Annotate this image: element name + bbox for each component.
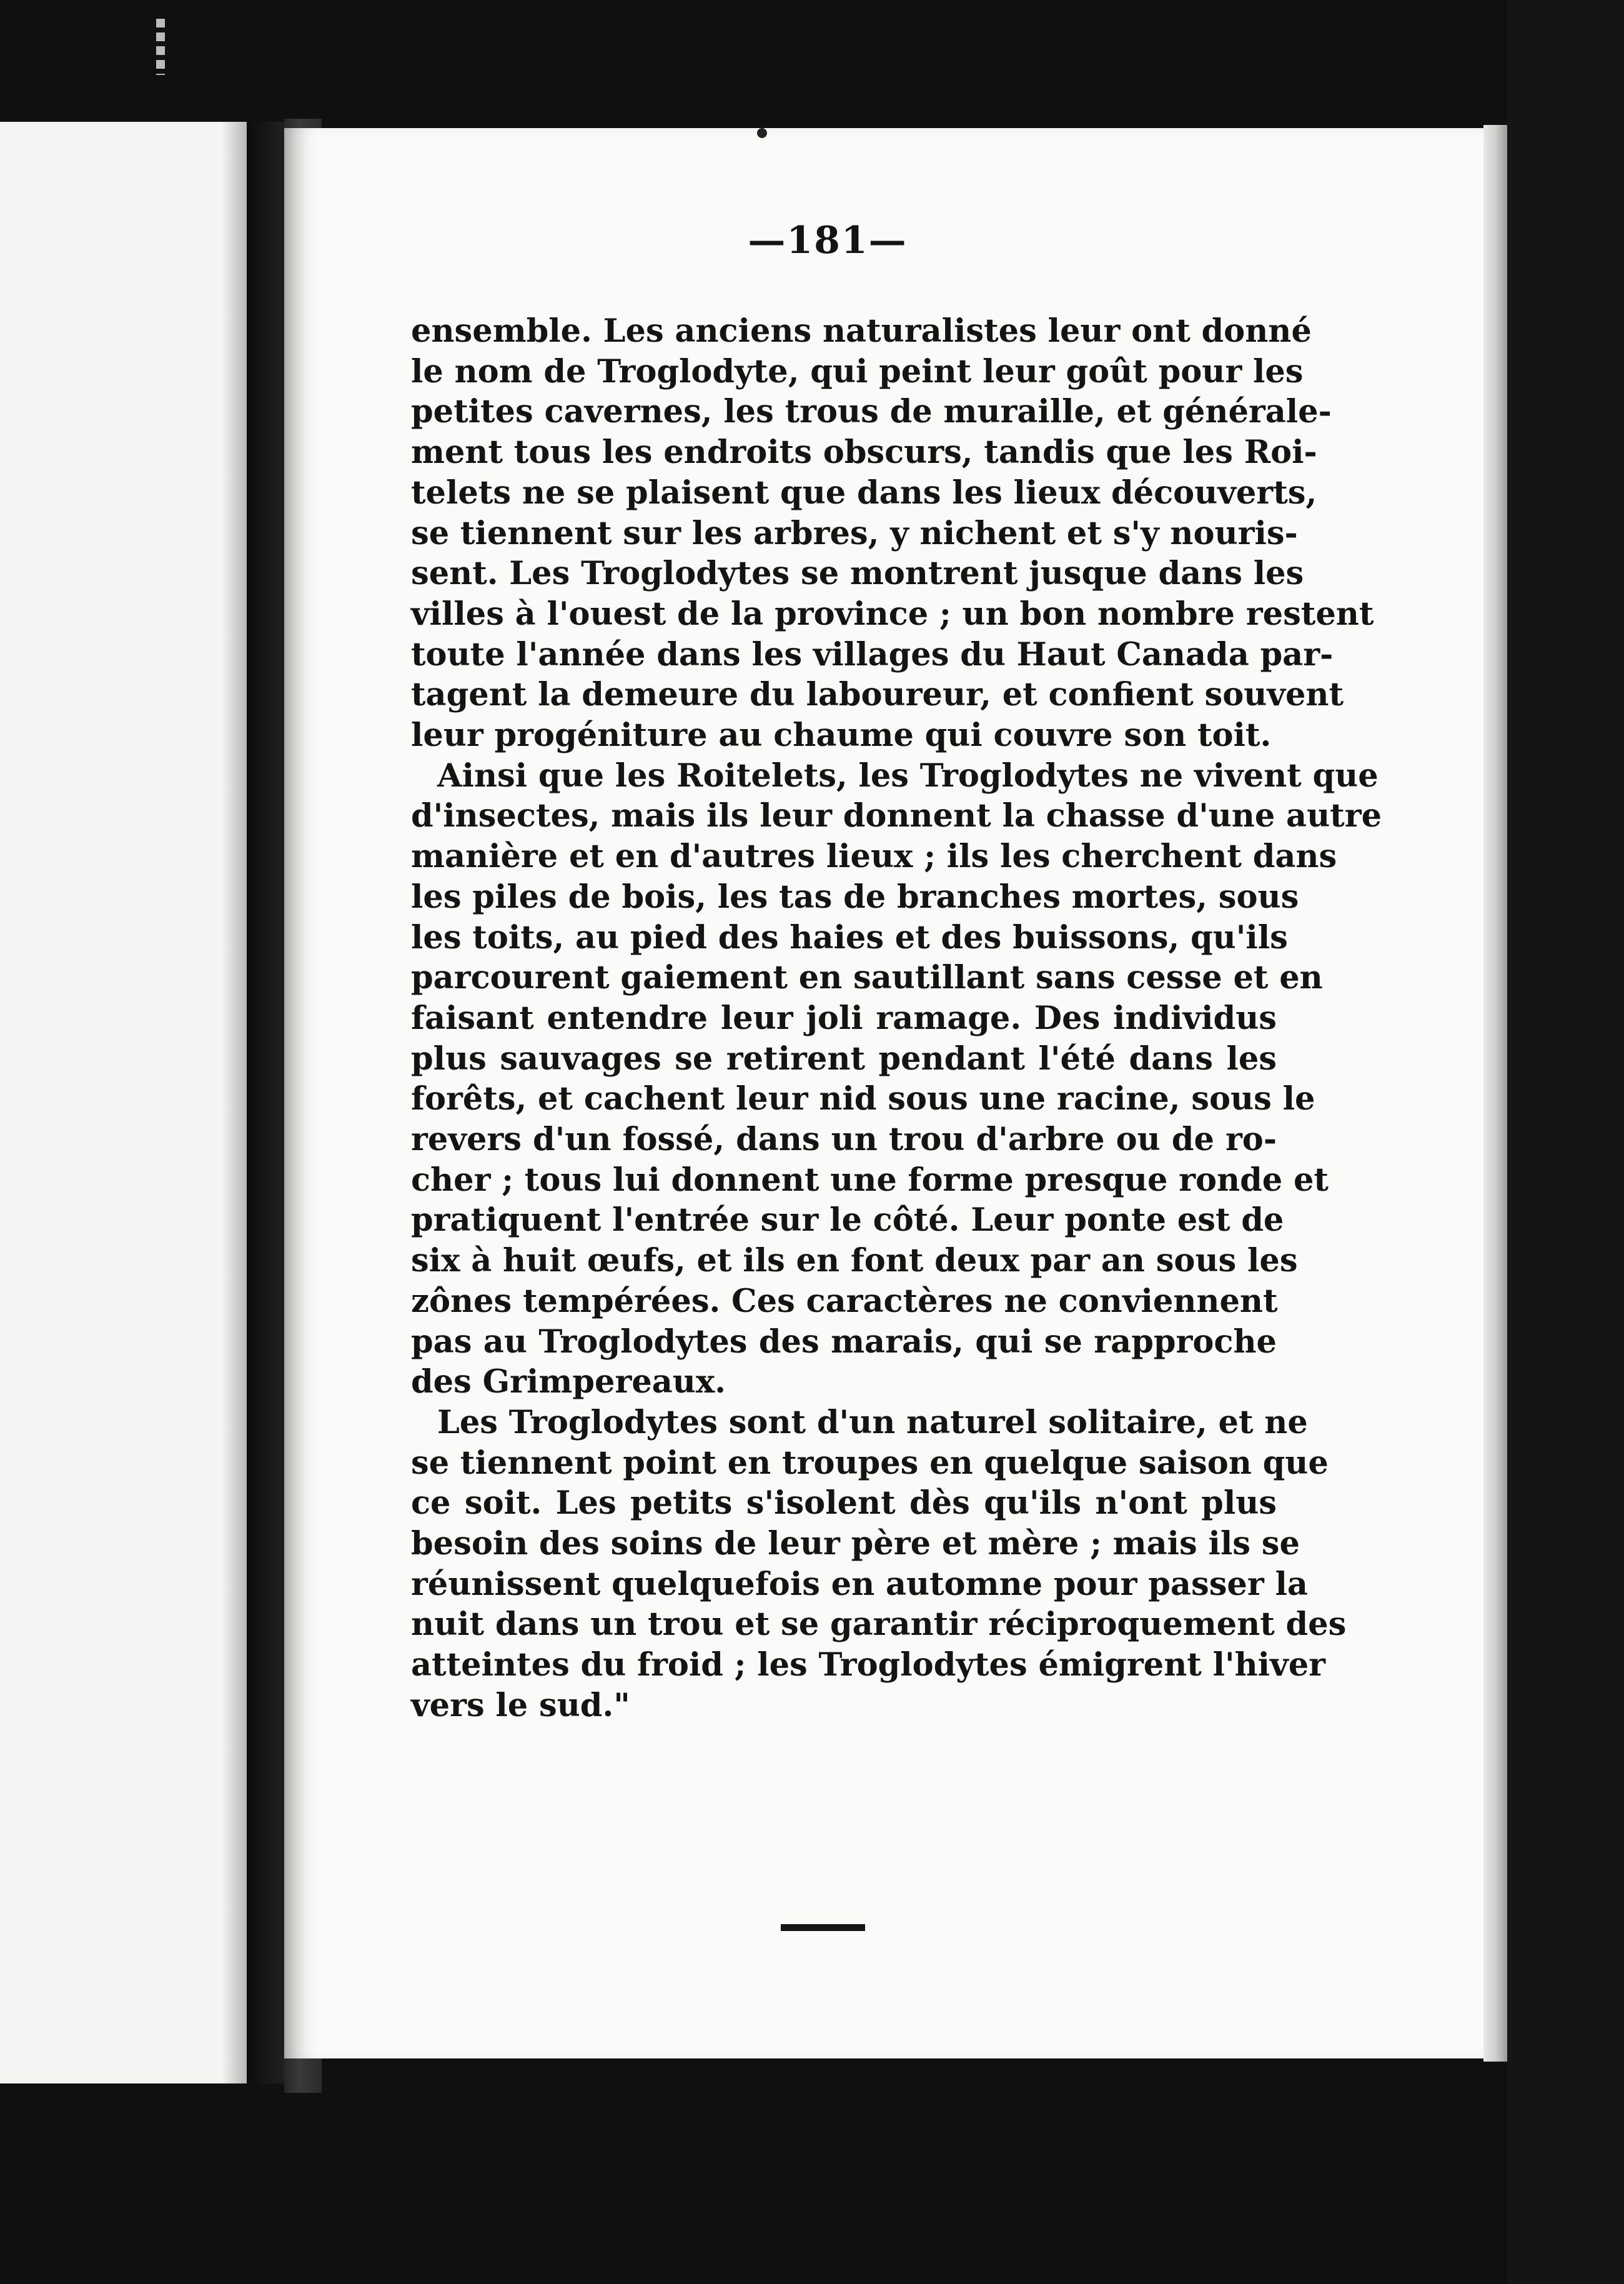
body-text-line: atteintes du froid ; les Troglodytes émigrent l'hiver — [411, 1646, 1326, 1684]
ink-dot — [757, 128, 767, 138]
body-text-line: pratiquent l'entrée sur le côté. Leur ponte est de — [411, 1201, 1284, 1239]
body-text-line: zônes tempérées. Ces caractères ne conviennent — [411, 1282, 1278, 1320]
end-rule — [781, 1924, 865, 1931]
body-text-line: nuit dans un trou et se garantir réciproquement des — [411, 1606, 1347, 1644]
body-text-line: leur progéniture au chaume qui couvre son toit. — [411, 717, 1272, 754]
body-text-line: revers d'un fossé, dans un trou d'arbre ou de ro- — [411, 1121, 1277, 1158]
body-text-line: toute l'année dans les villages du Haut Canada par- — [411, 635, 1334, 673]
body-text-line: le nom de Troglodyte, qui peint leur goût pour les — [411, 352, 1304, 390]
body-text-line: les piles de bois, les tas de branches mortes, sous — [411, 878, 1299, 916]
body-text-line: cher ; tous lui donnent une forme presque ronde et — [411, 1161, 1329, 1199]
body-text-line: forêts, et cachent leur nid sous une racine, sous le — [411, 1080, 1315, 1118]
body-text-line: pas au Troglodytes des marais, qui se rapproche — [411, 1323, 1277, 1361]
body-text-line: villes à l'ouest de la province ; un bon nombre restent — [411, 595, 1374, 633]
body-text-line: faisant entendre leur joli ramage. Des individus — [411, 999, 1277, 1037]
body-text-line: manière et en d'autres lieux ; ils les cherchent dans — [411, 838, 1337, 876]
body-text-line: parcourent gaiement en sautillant sans cesse et en — [411, 959, 1323, 997]
body-text-line: six à huit œufs, et ils en font deux par an sous les — [411, 1242, 1298, 1280]
body-text-line: se tiennent point en troupes en quelque saison que — [411, 1444, 1329, 1482]
body-text-line: se tiennent sur les arbres, y nichent et s'y nouris- — [411, 514, 1298, 552]
body-text-line: petites cavernes, les trous de muraille, et générale- — [411, 393, 1332, 431]
binding-mark — [156, 19, 165, 75]
page-number: —181— — [748, 219, 908, 262]
body-text-line: Ainsi que les Roitelets, les Troglodytes ne vivent que — [437, 757, 1379, 795]
body-text-line: d'insectes, mais ils leur donnent la chasse d'une autre — [411, 797, 1382, 835]
page-edge — [1483, 125, 1507, 2062]
body-text-line: Les Troglodytes sont d'un naturel solitaire, et ne — [437, 1403, 1308, 1441]
body-text-line: sent. Les Troglodytes se montrent jusque dans les — [411, 555, 1304, 593]
body-text-line: les toits, au pied des haies et des buissons, qu'ils — [411, 918, 1288, 956]
left-page — [0, 122, 247, 2083]
scan-background — [1507, 0, 1624, 2284]
body-text-line: des Grimpereaux. — [411, 1363, 726, 1401]
body-text-line: ce soit. Les petits s'isolent dès qu'ils n'ont plus — [411, 1484, 1277, 1522]
body-text-line: vers le sud." — [411, 1686, 630, 1724]
body-text-line: ment tous les endroits obscurs, tandis que les Roi- — [411, 434, 1317, 472]
body-text-line: plus sauvages se retirent pendant l'été dans les — [411, 1040, 1277, 1078]
body-text-line: réunissent quelquefois en automne pour passer la — [411, 1565, 1308, 1603]
body-text-line: telets ne se plaisent que dans les lieux découverts, — [411, 474, 1317, 512]
body-text-line: ensemble. Les anciens naturalistes leur ont donné — [411, 312, 1312, 350]
body-text-line: besoin des soins de leur père et mère ; mais ils se — [411, 1525, 1300, 1562]
left-page-shadow — [222, 122, 284, 2083]
body-text-line: tagent la demeure du laboureur, et confient souvent — [411, 676, 1344, 714]
